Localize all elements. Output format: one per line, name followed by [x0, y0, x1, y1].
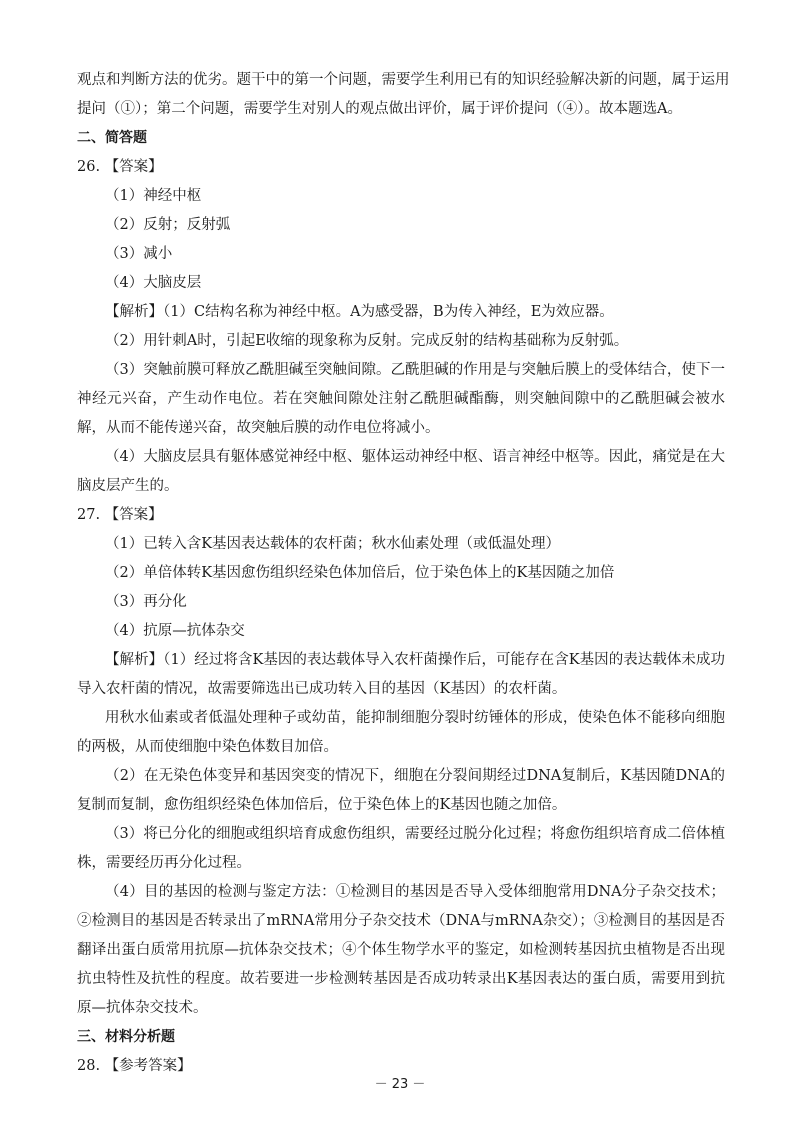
intro-line-2: 提问（①）；第二个问题，需要学生对别人的观点做出评价，属于评价提问（④）。故本题选A。 [77, 101, 682, 117]
q26-answer-2: （2）反射；反射弧 [105, 217, 231, 233]
q27-analysis-3: （2）在无染色体变异和基因突变的情况下，细胞在分裂间期经过DNA复制后，K基因随DNA的复制而复制，愈伤组织经染色体加倍后，位于染色体上的K基因也随之加倍。 [77, 768, 725, 813]
q26-answer-4: （4）大脑皮层 [105, 275, 202, 291]
q27-answer-1: （1）已转入含K基因表达载体的农杆菌；秋水仙素处理（或低温处理） [105, 536, 561, 552]
q26-analysis-2: （2）用针刺A时，引起E收缩的现象称为反射。完成反射的结构基础称为反射弧。 [105, 333, 629, 349]
q26-answer-heading: 26. 【答案】 [77, 159, 163, 175]
q27-answer-heading: 27. 【答案】 [77, 507, 163, 523]
q27-analysis-5: （4）目的基因的检测与鉴定方法：①检测目的基因是否导入受体细胞常用DNA分子杂交技术；②检测目的基因是否转录出了mRNA常用分子杂交技术（DNA与mRNA杂交）；③检测目的基因是否翻译出蛋白质常用抗原—抗体杂交技术；④个体生物学水平的鉴定，如检测转基因抗虫植物是否出现抗虫特性及抗性的程度。故若要进一步检测转基因是否成功转录出K基因表达的蛋白质，需要用到抗原—抗体杂交技术。 [77, 884, 725, 1016]
document-page [77, 66, 730, 1081]
q27-analysis-2: 用秋水仙素或者低温处理种子或幼苗，能抑制细胞分裂时纺锤体的形成，使染色体不能移向细胞的两极，从而使细胞中染色体数目加倍。 [77, 710, 725, 755]
q26-analysis-4: （4）大脑皮层具有躯体感觉神经中枢、躯体运动神经中枢、语言神经中枢等。因此，痛觉是在大脑皮层产生的。 [77, 449, 725, 494]
q27-analysis-4: （3）将已分化的细胞或组织培育成愈伤组织，需要经过脱分化过程；将愈伤组织培育成二倍体植株，需要经历再分化过程。 [77, 826, 725, 871]
q27-answer-4: （4）抗原—抗体杂交 [105, 623, 245, 639]
section-heading-material-analysis: 三、材料分析题 [77, 1029, 175, 1045]
q26-analysis-3: （3）突触前膜可释放乙酰胆碱至突触间隙。乙酰胆碱的作用是与突触后膜上的受体结合，使下一神经元兴奋，产生动作电位。若在突触间隙处注射乙酰胆碱酯酶，则突触间隙中的乙酰胆碱会被水解，从而不能传递兴奋，故突触后膜的动作电位将减小。 [77, 362, 725, 436]
q27-answer-2: （2）单倍体转K基因愈伤组织经染色体加倍后，位于染色体上的K基因随之加倍 [105, 565, 615, 581]
q26-answer-1: （1）神经中枢 [105, 188, 202, 204]
section-heading-short-answer: 二、简答题 [77, 130, 147, 146]
q27-analysis-1: 【解析】（1）经过将含K基因的表达载体导入农杆菌操作后，可能存在含K基因的表达载体未成功导入农杆菌的情况，故需要筛选出已成功转入目的基因（K基因）的农杆菌。 [77, 652, 725, 697]
page-number: － 23 － [374, 1077, 426, 1092]
intro-line-1: 观点和判断方法的优劣。题干中的第一个问题，需要学生利用已有的知识经验解决新的问题，属于运用 [77, 72, 730, 88]
q27-answer-3: （3）再分化 [105, 594, 187, 610]
q28-answer-heading: 28. 【参考答案】 [77, 1058, 192, 1074]
q26-analysis-1: 【解析】（1）C结构名称为神经中枢。A为感受器，B为传入神经，E为效应器。 [105, 304, 614, 320]
q26-answer-3: （3）减小 [105, 246, 173, 262]
